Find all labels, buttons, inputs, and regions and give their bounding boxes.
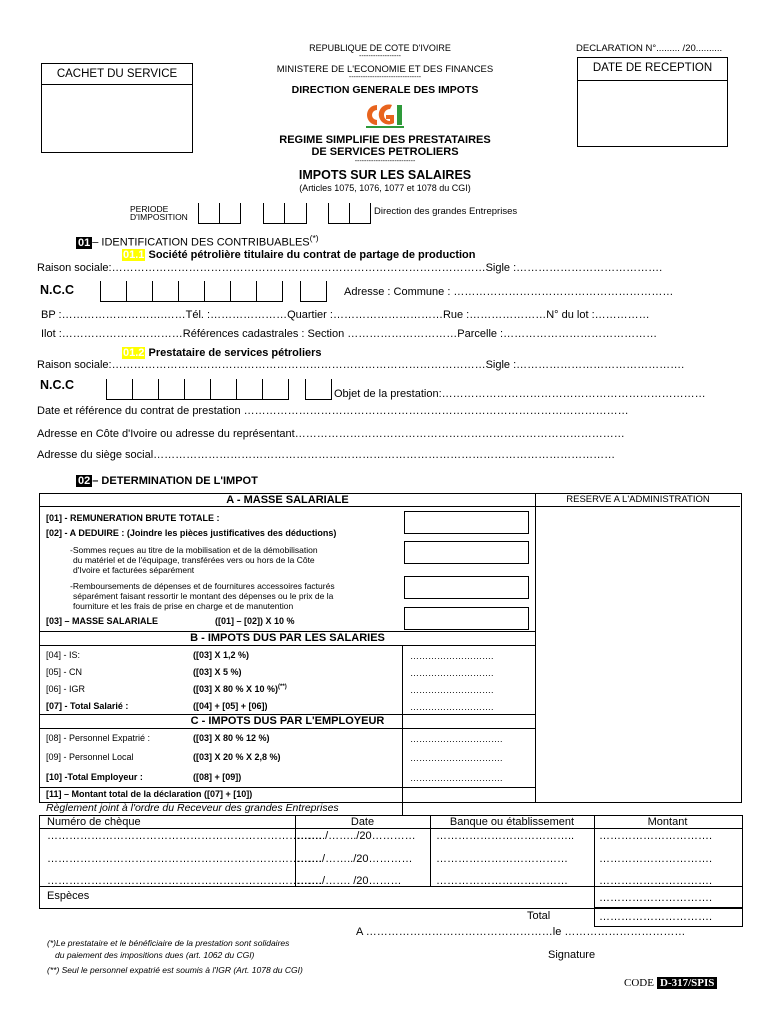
cachet-label: CACHET DU SERVICE [56, 68, 178, 80]
montant-row-2[interactable]: …………………………. [599, 853, 713, 865]
section-02-number: 02 [78, 475, 91, 487]
row-04-input[interactable]: ………………………. [410, 651, 494, 661]
place-date-line[interactable]: A ……………………………………………le …………………………… [356, 926, 686, 938]
section-02-title: – DETERMINATION DE L'IMPOT [92, 475, 258, 487]
declaration-number: DECLARATION N°......... /20.......... [576, 43, 723, 54]
row-11-label: [11] – Montant total de la déclaration ([07] + [10]) [46, 789, 253, 799]
deduction-2-line-3: fourniture et les frais de prise en charge et de manutention [73, 601, 294, 611]
date-row-2[interactable]: ……./……../20………… [297, 853, 413, 865]
date-row-1[interactable]: ……../……../20………… [297, 830, 416, 842]
row-10-input[interactable]: …………………………. [410, 773, 503, 783]
deduction-1-line-2: du matériel et de l'équipage, transférées vers ou hors de la Côte [73, 555, 315, 565]
especes-montant[interactable]: …………………………. [599, 892, 713, 904]
form-code [624, 977, 717, 989]
row-10-label: [10] -Total Employeur : [46, 772, 143, 782]
objet-prestation-field[interactable]: Objet de la prestation:……………………………………………………………… [334, 388, 706, 400]
adresse-commune-field[interactable]: Adresse : Commune : …………………………………………………… [344, 286, 674, 298]
adresse-siege-field[interactable]: Adresse du siège social……………………………………………………………………………………………………………… [37, 449, 616, 461]
form-code-value: D-317/SPIS [657, 977, 717, 989]
row-07-input[interactable]: ………………………. [410, 702, 494, 712]
header-dashes-3: -------------------------- [354, 158, 416, 165]
header-dashes-1: ------------------ [359, 53, 401, 60]
cheque-row-3[interactable]: ………………………………………………………………… [47, 875, 322, 887]
row-06-label: [06] - IGR [46, 684, 86, 694]
section-c-title: C - IMPOTS DUS PAR L'EMPLOYEUR [190, 715, 385, 727]
row-08-input[interactable]: …………………………. [410, 734, 503, 744]
row-05-input[interactable]: ………………………. [410, 668, 494, 678]
header-dashes-2: ------------------------------- [348, 74, 422, 81]
footnote-2: (**) Seul le personnel expatrié est soumis à l'IGR (Art. 1078 du CGI) [47, 965, 303, 975]
raison-sociale-2-field[interactable]: Raison sociale:…………………………………………………………………………………………Sigle :………………………………………. [37, 359, 685, 371]
row-06-formula: ([03] X 80 % X 10 %) [193, 684, 279, 694]
reserve-administration: RESERVE A L'ADMINISTRATION [566, 494, 710, 505]
cachet-box [41, 63, 193, 153]
cgi-logo [364, 101, 406, 129]
especes-label: Espèces [47, 890, 90, 902]
row-03-label: [03] – MASSE SALARIALE [46, 616, 159, 626]
periode-label-2: D'IMPOSITION [130, 212, 188, 222]
row-03-formula: ([01] – [02]) X 10 % [215, 616, 295, 626]
tax-table [39, 493, 742, 803]
ncc-2-label: N.C.C [40, 378, 75, 392]
row-10-formula: ([08] + [09]) [193, 772, 242, 782]
row-06-input[interactable]: ………………………. [410, 685, 494, 695]
reception-label: DATE DE RECEPTION [592, 62, 713, 74]
section-01-title: – IDENTIFICATION DES CONTRIBUABLES [92, 236, 310, 249]
row-03-input[interactable] [404, 607, 529, 630]
row-06-formula-wrap [193, 684, 287, 694]
signature-label: Signature [548, 949, 596, 961]
row-07-label: [07] - Total Salarié : [46, 701, 129, 711]
col-montant-header: Montant [647, 816, 688, 828]
section-01-number: 01 [78, 236, 91, 249]
date-row-3[interactable]: ……./……. /20……… [297, 875, 402, 887]
footnote-1-line-1: (*)Le prestataire et le bénéficiaire de la prestation sont solidaires [47, 938, 290, 948]
form-code-label: CODE [624, 977, 654, 989]
banque-row-1[interactable]: ……………………………….. [436, 830, 575, 842]
regime-line-1: REGIME SIMPLIFIE DES PRESTATAIRES [279, 134, 491, 146]
section-01-footnote-mark: (*) [309, 233, 319, 243]
row-01-input[interactable] [404, 511, 529, 534]
banque-row-2[interactable]: ……………………………… [436, 853, 568, 865]
col-cheque-header: Numéro de chèque [47, 816, 141, 828]
reglement-note: Règlement joint à l'ordre du Receveur des grandes Entreprises [46, 802, 339, 814]
cheque-row-1[interactable]: ………………………………………………………………… [47, 830, 322, 842]
cheque-row-2[interactable]: ………………………………………………………………… [47, 853, 322, 865]
section-b-title: B - IMPOTS DUS PAR LES SALARIES [190, 632, 385, 644]
banque-row-3[interactable]: ……………………………… [436, 875, 568, 887]
raison-sociale-1-field[interactable]: Raison sociale:…………………………………………………………………………………………Sigle :…………………………………. [37, 262, 663, 274]
col-date-header: Date [350, 816, 375, 828]
deduction-1-line-1: -Sommes reçues au titre de la mobilisation et de la démobilisation [70, 545, 318, 555]
row-07-formula: ([04] + [05] + [06]) [193, 701, 268, 711]
section-a-title: A - MASSE SALARIALE [226, 494, 349, 506]
direction-grandes-entreprises: Direction des grandes Entreprises [374, 206, 518, 217]
subsection-01-2-heading [122, 347, 322, 359]
row-05-formula: ([03] X 5 %) [193, 667, 242, 677]
section-02-heading [76, 475, 258, 487]
row-08-label: [08] - Personnel Expatrié : [46, 733, 151, 743]
row-02-label: [02] - A DEDUIRE : (Joindre les pièces justificatives des déductions) [46, 528, 337, 538]
ncc-1-label: N.C.C [40, 283, 75, 297]
montant-row-1[interactable]: …………………………. [599, 830, 713, 842]
date-reference-contrat-field[interactable]: Date et référence du contrat de prestation …………………………………………………………………………………………… [37, 405, 629, 417]
section-01-heading [76, 233, 319, 249]
footnote-1-line-2: du paiement des impositions dues (art. 1062 du CGI) [55, 950, 255, 960]
reception-box [577, 57, 728, 147]
subsection-01-2-title: Prestataire de services pétroliers [148, 347, 322, 359]
row-01-label: [01] - REMUNERATION BRUTE TOTALE : [46, 513, 220, 523]
periode-label-1: PERIODE [130, 204, 169, 214]
articles-ref: (Articles 1075, 1076, 1077 et 1078 du CGI) [299, 183, 471, 193]
montant-row-3[interactable]: …………………………. [599, 875, 713, 887]
republic-title: REPUBLIQUE DE COTE D'IVOIRE [309, 43, 451, 53]
direction-title: DIRECTION GENERALE DES IMPOTS [291, 84, 479, 96]
deduction-1-line-3: d'Ivoire et facturées séparément [73, 565, 195, 575]
deduction-2-line-1: -Remboursements de dépenses et de fournitures accessoires facturés [70, 581, 335, 591]
deduction-1-input[interactable] [404, 541, 529, 564]
regime-line-2: DE SERVICES PETROLIERS [311, 146, 459, 158]
deduction-2-line-2: séparément faisant ressortir le montant des dépenses ou le prix de la [73, 591, 334, 601]
bp-tel-quartier-field[interactable]: BP :……………………….……Tél. :…………………Quartier :…………………………Rue :…………………N° du lot :…………… [41, 309, 650, 321]
total-label: Total [527, 910, 551, 922]
row-06-footnote-mark: (**) [278, 684, 287, 690]
form-title: IMPOTS SUR LES SALAIRES [298, 168, 472, 182]
subsection-01-1-title: Société pétrolière titulaire du contrat de partage de production [148, 249, 476, 261]
ilot-cadastre-field[interactable]: Ilot :……………………………Références cadastrales : Section …………………………Parcelle :…………………………………… [41, 328, 658, 340]
subsection-01-1-number: 01.1 [123, 249, 145, 261]
deduction-2-input[interactable] [404, 576, 529, 599]
row-09-input[interactable]: …………………………. [410, 753, 503, 763]
row-09-label: [09] - Personnel Local [46, 752, 134, 762]
subsection-01-1-heading [122, 249, 475, 261]
row-09-formula: ([03] X 20 % X 2,8 %) [193, 752, 281, 762]
row-04-label: [04] - IS: [46, 650, 81, 660]
row-05-label: [05] - CN [46, 667, 83, 677]
row-04-formula: ([03] X 1,2 %) [193, 650, 250, 660]
adresse-cote-ivoire-field[interactable]: Adresse en Côte d'Ivoire ou adresse du représentant……………………………………………………………………………… [37, 428, 625, 440]
col-banque-header: Banque ou établissement [449, 816, 575, 828]
total-montant[interactable]: …………………………. [599, 911, 713, 923]
subsection-01-2-number: 01.2 [123, 347, 145, 359]
row-08-formula: ([03] X 80 % 12 %) [193, 733, 270, 743]
ministry-title: MINISTERE DE L'ECONOMIE ET DES FINANCES [276, 64, 494, 75]
